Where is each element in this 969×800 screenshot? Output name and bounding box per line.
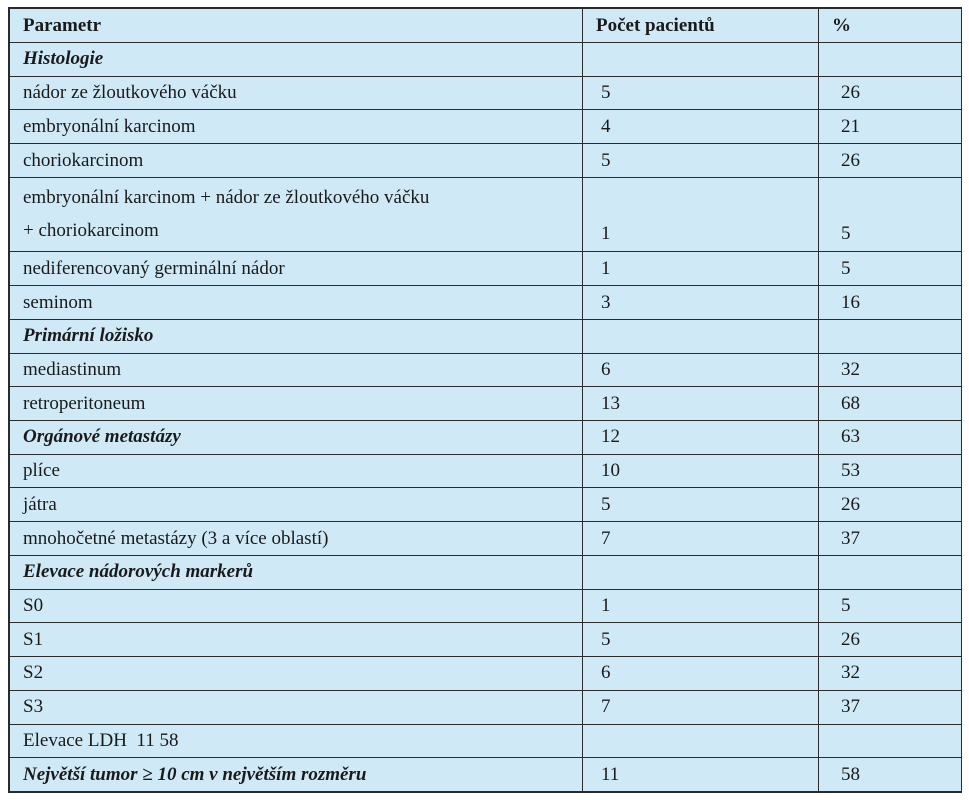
table-row [10, 286, 962, 320]
table-row [10, 454, 962, 488]
table-row [10, 623, 962, 657]
count-cell: 3 [583, 286, 819, 320]
row-label-multiline [10, 177, 583, 252]
percent-cell [819, 555, 962, 589]
results-table-container [8, 7, 962, 793]
percent-cell: 37 [819, 690, 962, 724]
table-row [10, 758, 962, 792]
count-cell: 1 [583, 589, 819, 623]
count-cell: 1 [583, 252, 819, 286]
percent-cell: 5 [819, 252, 962, 286]
table-row [10, 555, 962, 589]
patient-parameters-table [9, 8, 962, 792]
count-cell: 11 [583, 758, 819, 792]
section-label: Primární ložisko [10, 319, 583, 353]
percent-cell: 32 [819, 353, 962, 387]
count-cell: 5 [583, 76, 819, 110]
row-label: mediastinum [10, 353, 583, 387]
row-label: S0 [10, 589, 583, 623]
count-cell: 13 [583, 387, 819, 421]
row-label: retroperitoneum [10, 387, 583, 421]
table-row [10, 43, 962, 77]
count-cell: 10 [583, 454, 819, 488]
percent-cell: 32 [819, 657, 962, 691]
row-label: S2 [10, 657, 583, 691]
row-label: seminom [10, 286, 583, 320]
count-cell: 5 [583, 144, 819, 178]
section-label: Největší tumor ≥ 10 cm v největším rozměru [10, 758, 583, 792]
percent-cell: 5 [819, 589, 962, 623]
table-row [10, 724, 962, 758]
row-label: plíce [10, 454, 583, 488]
table-row [10, 110, 962, 144]
count-cell: 1 [583, 177, 819, 252]
table-row [10, 353, 962, 387]
percent-cell: 26 [819, 76, 962, 110]
table-row [10, 657, 962, 691]
table-row [10, 690, 962, 724]
row-label-line-2: + choriokarcinom [23, 220, 159, 242]
percent-cell [819, 319, 962, 353]
section-label: Orgánové metastázy [10, 421, 583, 455]
header-percent: % [819, 9, 962, 43]
row-label-line-1: embryonální karcinom + nádor ze žloutkového váčku [23, 187, 430, 209]
table-row [10, 319, 962, 353]
table-row [10, 387, 962, 421]
table-row [10, 589, 962, 623]
percent-cell [819, 724, 962, 758]
table-row [10, 252, 962, 286]
row-label: S3 [10, 690, 583, 724]
header-parametr: Parametr [10, 9, 583, 43]
percent-cell [819, 43, 962, 77]
table-row [10, 144, 962, 178]
percent-cell: 26 [819, 144, 962, 178]
count-cell: 7 [583, 522, 819, 556]
percent-cell: 53 [819, 454, 962, 488]
row-label: embryonální karcinom [10, 110, 583, 144]
section-label: Histologie [10, 43, 583, 77]
row-label: choriokarcinom [10, 144, 583, 178]
percent-cell: 68 [819, 387, 962, 421]
count-cell [583, 43, 819, 77]
percent-cell: 26 [819, 623, 962, 657]
percent-cell: 58 [819, 758, 962, 792]
count-cell [583, 555, 819, 589]
percent-cell: 5 [819, 177, 962, 252]
row-label: S1 [10, 623, 583, 657]
row-label: nádor ze žloutkového váčku [10, 76, 583, 110]
count-cell: 12 [583, 421, 819, 455]
percent-cell: 16 [819, 286, 962, 320]
row-label: nediferencovaný germinální nádor [10, 252, 583, 286]
count-cell: 6 [583, 657, 819, 691]
count-cell: 5 [583, 623, 819, 657]
count-cell [583, 724, 819, 758]
percent-cell: 26 [819, 488, 962, 522]
table-row [10, 177, 962, 252]
section-label: Elevace nádorových markerů [10, 555, 583, 589]
table-row [10, 76, 962, 110]
count-cell: 5 [583, 488, 819, 522]
row-label: mnohočetné metastázy (3 a více oblastí) [10, 522, 583, 556]
count-cell: 4 [583, 110, 819, 144]
table-header-row [10, 9, 962, 43]
header-pocet-pacientu: Počet pacientů [583, 9, 819, 43]
count-cell [583, 319, 819, 353]
percent-cell: 37 [819, 522, 962, 556]
percent-cell: 21 [819, 110, 962, 144]
table-row [10, 488, 962, 522]
row-label: Elevace LDH 11 58 [10, 724, 583, 758]
count-cell: 6 [583, 353, 819, 387]
row-label: játra [10, 488, 583, 522]
table-row [10, 421, 962, 455]
count-cell: 7 [583, 690, 819, 724]
table-row [10, 522, 962, 556]
percent-cell: 63 [819, 421, 962, 455]
